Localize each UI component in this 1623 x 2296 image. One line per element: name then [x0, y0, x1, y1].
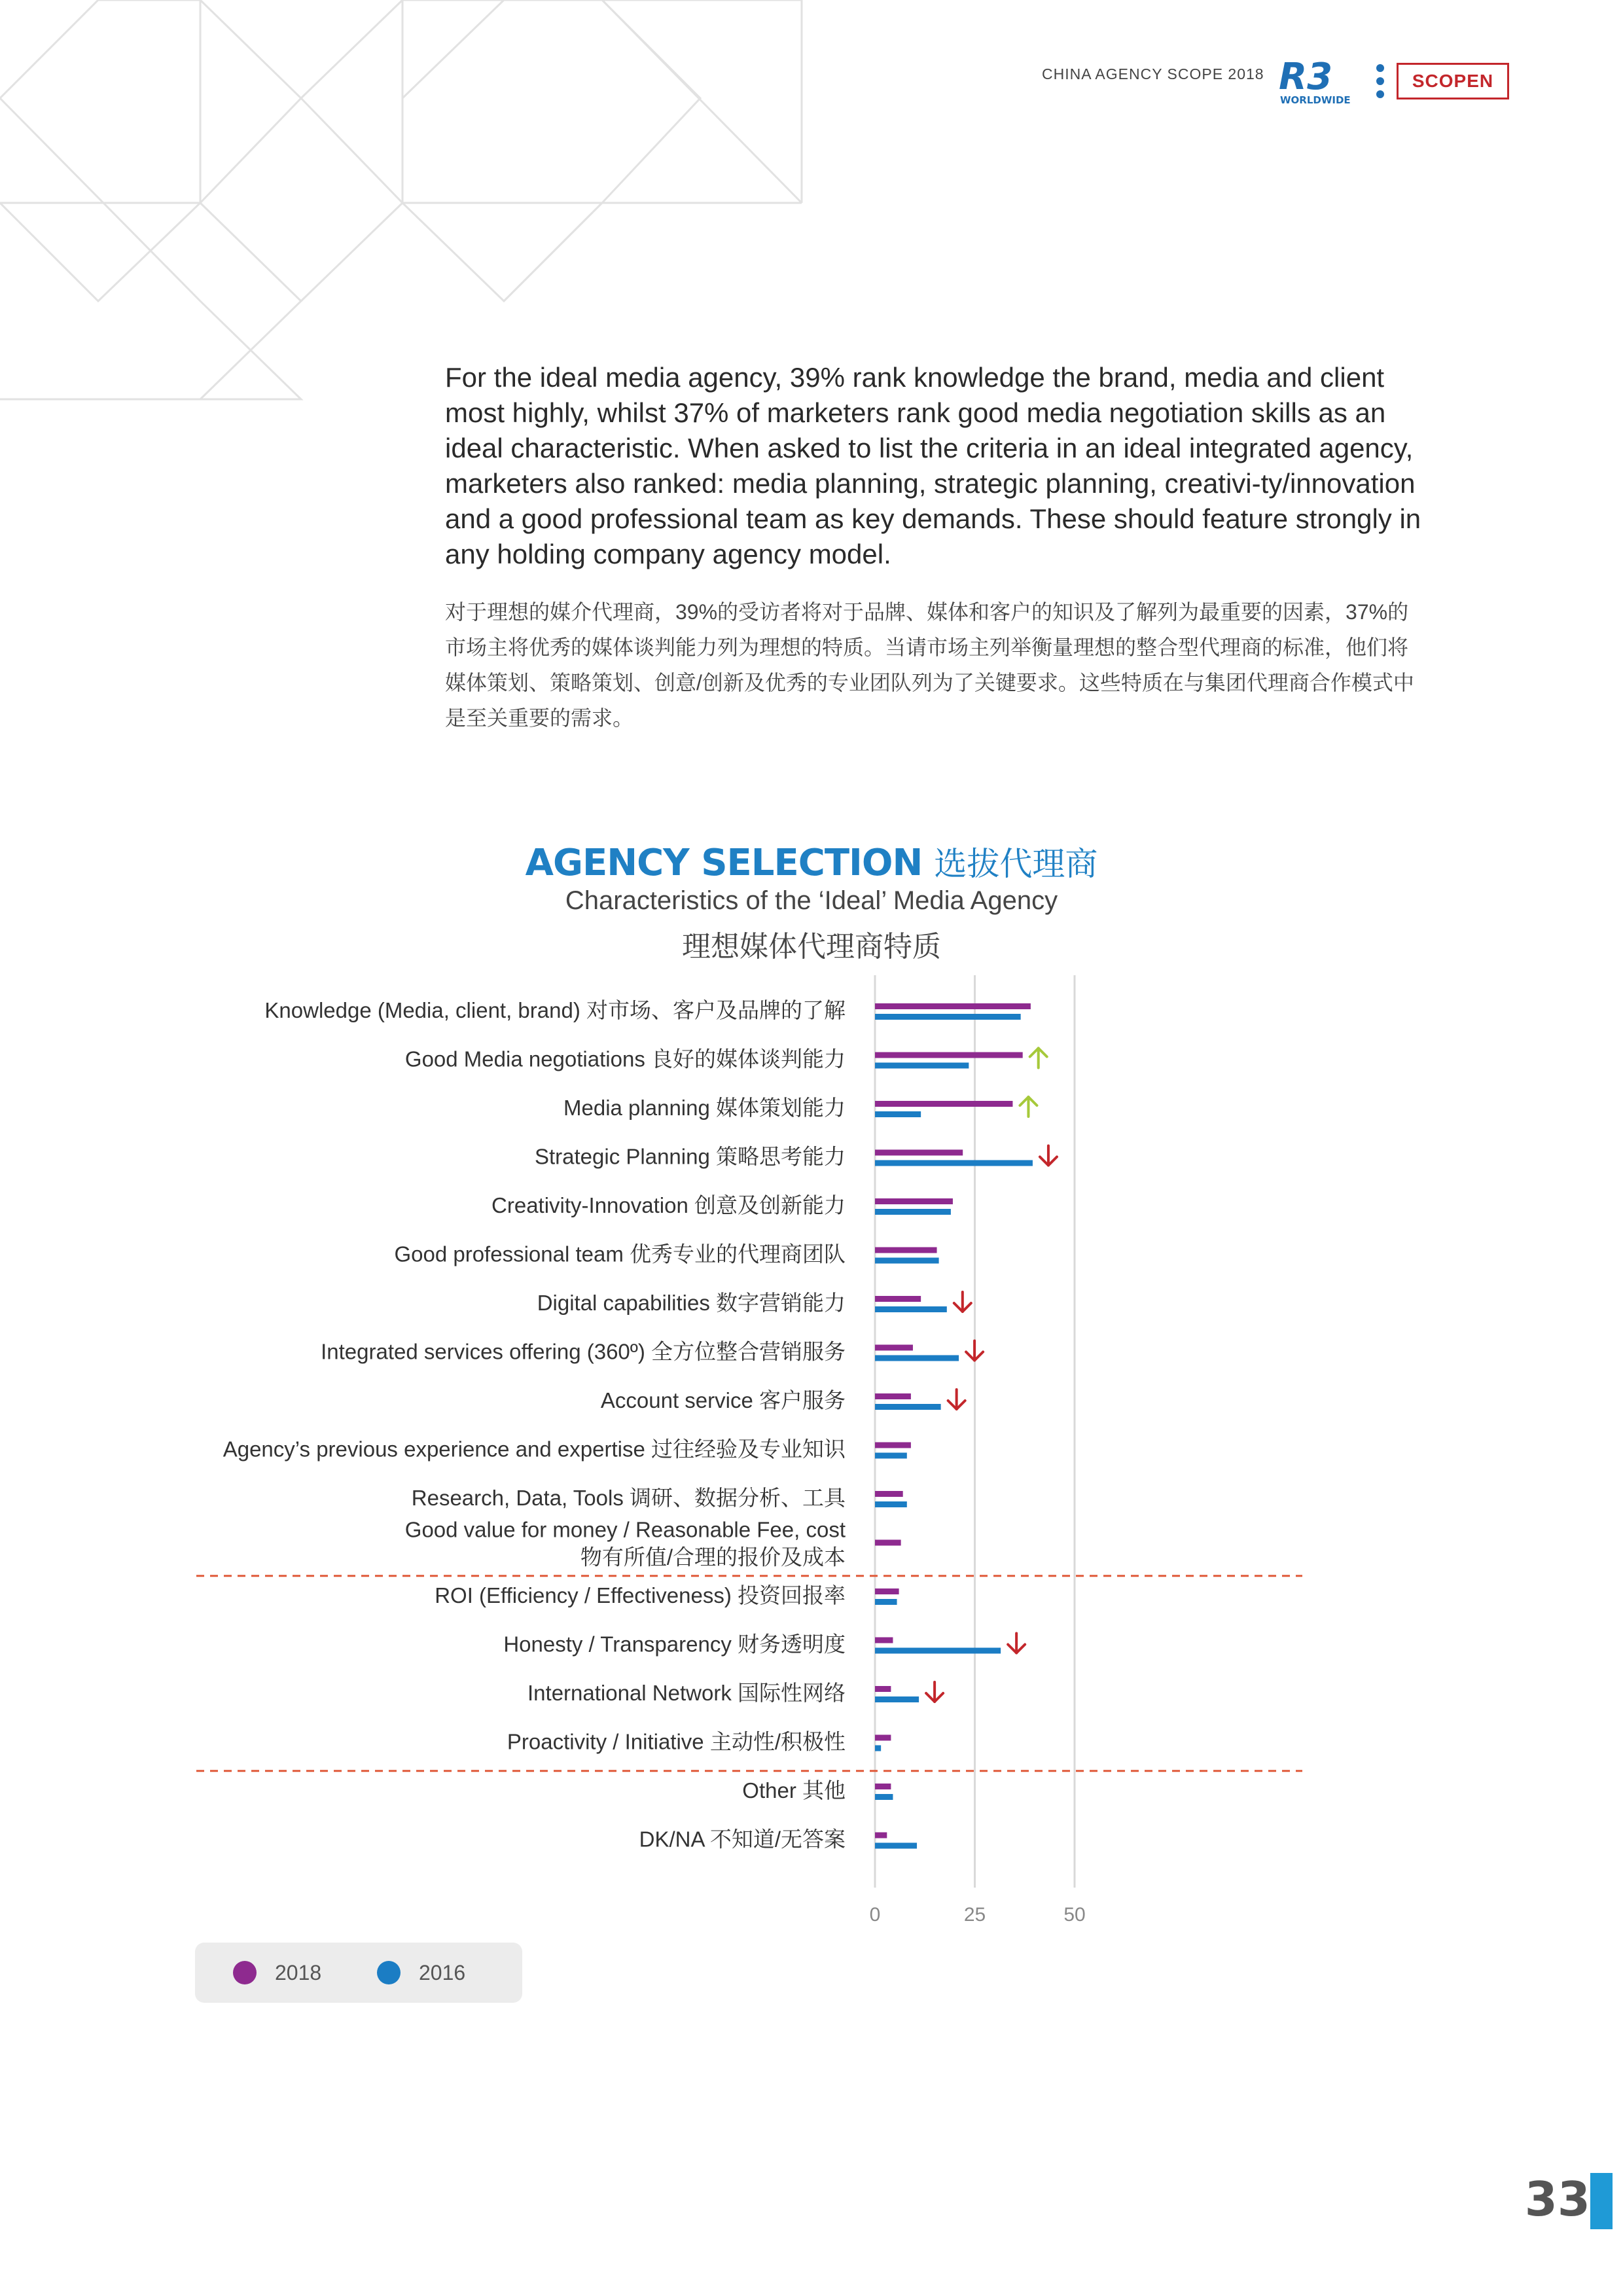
bar-2018-10: [875, 1491, 903, 1497]
bar-2016-3: [875, 1160, 1033, 1166]
bar-2018-2: [875, 1101, 1012, 1107]
category-label-10: Research, Data, Tools 调研、数据分析、工具: [411, 1486, 846, 1510]
bar-2016-4: [875, 1209, 951, 1215]
category-label-3: Strategic Planning 策略思考能力: [534, 1144, 846, 1169]
chart-subtitle-english: Characteristics of the ‘Ideal’ Media Agency: [565, 886, 1058, 915]
category-label-7: Integrated services offering (360º) 全方位整合营销服务: [321, 1339, 846, 1364]
publication-title: CHINA AGENCY SCOPE 2018: [1042, 65, 1264, 82]
category-label-14: International Network 国际性网络: [527, 1681, 846, 1705]
bar-2016-7: [875, 1355, 959, 1361]
trend-arrow-down-8: [948, 1390, 965, 1409]
category-label-11-line-1: 物有所值/合理的报价及成本: [580, 1545, 846, 1570]
bar-2018-7: [875, 1345, 913, 1351]
bar-2018-14: [875, 1686, 891, 1692]
category-label-5: Good professional team 优秀专业的代理商团队: [394, 1242, 846, 1266]
bar-2018-3: [875, 1150, 963, 1156]
trend-arrow-down-14: [926, 1682, 943, 1702]
bar-2018-1: [875, 1052, 1023, 1058]
category-label-12: ROI (Efficiency / Effectiveness) 投资回报率: [435, 1583, 846, 1607]
r3-logo-mark: R3: [1279, 58, 1333, 98]
legend-item-2016: [377, 1943, 465, 2003]
bar-2018-5: [875, 1247, 937, 1253]
category-label-16: Other 其他: [742, 1778, 846, 1803]
chart-legend: [195, 1943, 522, 2003]
trend-arrow-up-1: [1030, 1049, 1047, 1068]
page-edge-marker: [1590, 2173, 1613, 2229]
bar-2018-13: [875, 1638, 893, 1643]
bar-2016-14: [875, 1696, 919, 1702]
bar-2016-1: [875, 1063, 969, 1069]
x-tick-label-25: 25: [963, 1904, 986, 1926]
r3-logo-sub: WORLDWIDE: [1280, 94, 1351, 106]
category-label-17: DK/NA 不知道/无答案: [639, 1827, 846, 1852]
chart-title-english: AGENCY SELECTION: [525, 842, 923, 884]
bar-2018-6: [875, 1296, 921, 1302]
bar-2016-10: [875, 1501, 907, 1507]
intro-paragraph-chinese: 对于理想的媒介代理商，39%的受访者将对于品牌、媒体和客户的知识及了解列为最重要的因素，37%的市场主将优秀的媒体谈判能力列为理想的特质。当请市场主列举衡量理想的整合型代理商的标准，他们将媒体策划、策略策划、创意/创新及优秀的专业团队列为了关键要求。这些特质在与集团代理商合作模式中是至关重要的需求。: [445, 600, 1414, 730]
category-label-8: Account service 客户服务: [600, 1388, 846, 1412]
trend-arrow-up-2: [1020, 1097, 1037, 1117]
scopen-logo: SCOPEN: [1397, 63, 1509, 99]
category-label-2: Media planning 媒体策划能力: [563, 1096, 846, 1120]
legend-label-2016: 2016: [419, 1960, 466, 1984]
bar-2016-2: [875, 1111, 921, 1117]
category-label-6: Digital capabilities 数字营销能力: [537, 1291, 846, 1315]
category-label-9: Agency’s previous experience and expertise 过往经验及专业知识: [223, 1437, 846, 1462]
bar-2018-15: [875, 1735, 891, 1741]
bar-2016-15: [875, 1746, 881, 1751]
bar-2016-6: [875, 1306, 947, 1312]
page-number: 33: [1524, 2172, 1590, 2227]
chart-subtitle-chinese: 理想媒体代理商特质: [682, 931, 941, 963]
intro-paragraph-english: For the ideal media agency, 39% rank knowledge the brand, media and client most highly, whilst 37% of marketers rank good media negotiation skills as an ideal characteristic. When asked to list the criteria in an ideal integrated agency, marketers also ranked: media planning, strategic planning, creativi-ty/innovation and a good professional team as key demands. These should feature strongly in any holding company agency model.: [445, 362, 1421, 569]
category-label-13: Honesty / Transparency 财务透明度: [503, 1632, 846, 1657]
bar-2016-5: [875, 1258, 939, 1264]
trend-arrow-down-3: [1040, 1146, 1057, 1166]
legend-item-2018: [233, 1943, 321, 2003]
bar-2016-17: [875, 1843, 917, 1849]
bar-2016-16: [875, 1794, 893, 1800]
bar-2016-0: [875, 1014, 1021, 1020]
bar-2018-16: [875, 1784, 891, 1789]
trend-arrow-down-13: [1008, 1634, 1025, 1653]
bar-2016-9: [875, 1453, 907, 1459]
bar-2018-11: [875, 1540, 901, 1546]
x-tick-label-50: 50: [1063, 1904, 1086, 1926]
bar-2016-8: [875, 1404, 941, 1410]
bar-2016-12: [875, 1599, 897, 1605]
legend-swatch-2018: [233, 1961, 257, 1984]
category-label-4: Creativity-Innovation 创意及创新能力: [491, 1193, 846, 1217]
category-label-15: Proactivity / Initiative 主动性/积极性: [507, 1729, 846, 1754]
legend-swatch-2016: [377, 1961, 401, 1984]
category-label-11-line-0: Good value for money / Reasonable Fee, cost: [404, 1517, 846, 1542]
category-label-0: Knowledge (Media, client, brand) 对市场、客户及品牌的了解: [264, 998, 846, 1022]
chart-title-chinese: 选拔代理商: [934, 846, 1098, 882]
bar-2018-0: [875, 1003, 1031, 1009]
legend-label-2018: 2018: [275, 1960, 322, 1984]
trend-arrow-down-6: [954, 1292, 971, 1312]
bar-2018-17: [875, 1833, 887, 1839]
bar-2016-13: [875, 1648, 1001, 1654]
bar-2018-9: [875, 1443, 911, 1448]
trend-arrow-down-7: [966, 1341, 983, 1361]
bar-2018-12: [875, 1588, 899, 1594]
bar-2018-4: [875, 1198, 953, 1204]
bar-2018-8: [875, 1393, 911, 1399]
x-tick-label-0: 0: [869, 1904, 881, 1926]
category-label-1: Good Media negotiations 良好的媒体谈判能力: [404, 1047, 846, 1071]
